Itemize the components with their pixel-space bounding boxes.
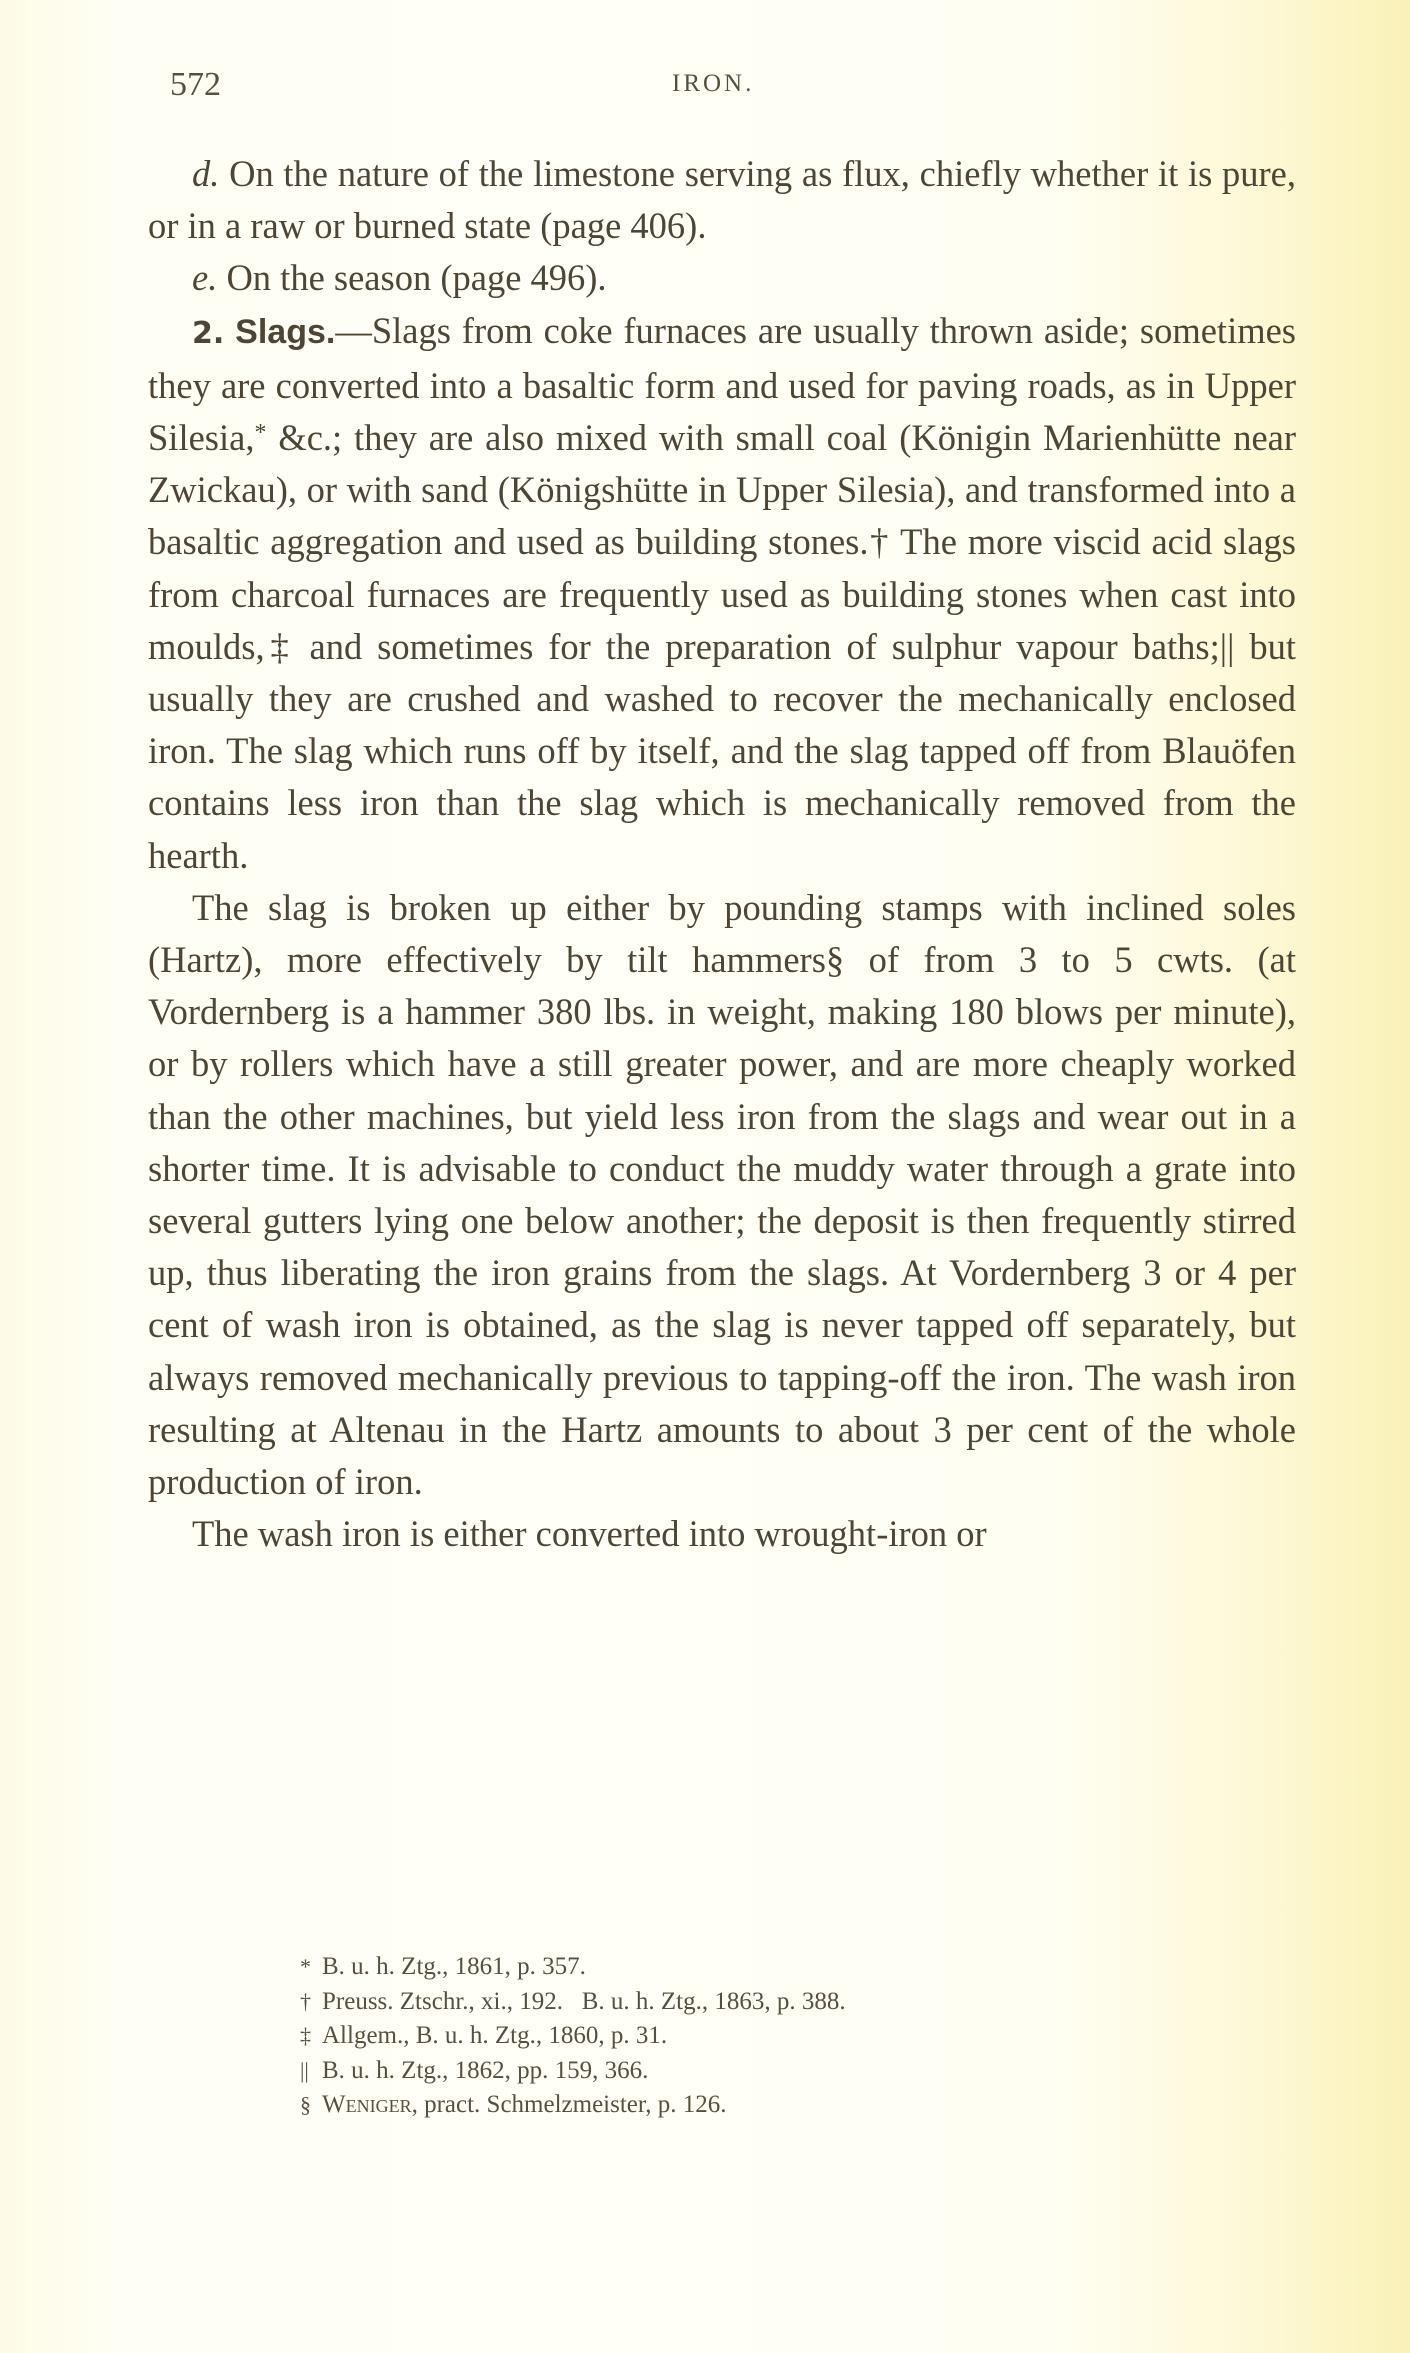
paragraph-text: of from 3 to 5 cwts. (at Vordernberg is a hammer 380 lbs. in weight, making 180 blows per minute), or by rollers which have a still greater power, and are more cheaply worked than the other machines, but yield less iron from the slags and wear out in a shorter time. It is advisable to conduct the muddy water through a grate into several gutters lying one below another; the deposit is then frequently stirred up, thus liberating the iron grains from the slags. At Vordernberg 3 or 4 per cent of wash iron is obtained, as the slag is never tapped off separately, but always removed mechanically previous to tapping-off the iron. The wash iron resulting at Altenau in the Hartz amounts to about 3 per cent of the whole production of iron. (148, 939, 1296, 1503)
footnote-text: Allgem., B. u. h. Ztg., 1860, p. 31. (322, 2022, 668, 2049)
paragraph-item-d (148, 148, 1296, 252)
body-text (148, 148, 1296, 1560)
footnote-text: , pract. Schmelzmeister, p. 126. (411, 2091, 727, 2118)
footnote-symbol: || (300, 2057, 309, 2083)
paragraph-text: &c.; they are also mixed with small coal (Königin Marienhütte near Zwickau), or with sand (Königshütte in Upper Silesia), and transformed into a basaltic aggregation and used as building stones. (148, 417, 1296, 563)
footnote-symbol: * (300, 1954, 311, 1979)
paragraph-text: but usually they are crushed and washed to recover the mechanically enclosed iron. The slag which runs off by itself, and the slag tapped off from Blauöfen contains less iron than the slag which is mechanically removed from the hearth. (148, 625, 1296, 876)
paragraph-text: —Slags from coke furnaces are usually thrown aside; sometimes they are converted into a basaltic form and used for paving roads, as in Upper Silesia, (148, 309, 1297, 459)
paragraph-text: The more viscid acid slags from charcoal furnaces are frequently used as building stones when cast into moulds, (148, 521, 1297, 667)
footnote-asterisk (300, 1950, 1200, 1985)
paragraph-text: On the nature of the limestone serving as flux, chiefly whether it is pure, or in a raw or burned state (page 406). (148, 153, 1296, 247)
footnote-symbol: † (300, 1988, 311, 2014)
footnote-dagger (300, 1985, 1200, 2020)
footnote-symbol: ‡ (300, 2023, 311, 2048)
footnote-ref-parallel[interactable]: || (1219, 625, 1235, 667)
page-number: 572 (170, 66, 221, 103)
paragraph-item-e (148, 252, 1296, 304)
footnote-ref-section[interactable]: § (825, 939, 845, 981)
footnote-ref-asterisk[interactable]: * (254, 420, 267, 447)
paragraph-text: The wash iron is either converted into wrought-iron or (192, 1513, 987, 1555)
footnotes (300, 1950, 1200, 2123)
section-heading: Slags. (235, 312, 336, 351)
footnote-parallel (300, 2054, 1200, 2089)
footnote-author: Weniger (322, 2091, 412, 2118)
footnote-text: B. u. h. Ztg., 1862, pp. 159, 366. (322, 2056, 649, 2084)
paragraph-wash-iron (148, 1508, 1296, 1560)
footnote-ref-dagger[interactable]: † (868, 521, 891, 563)
paragraph-text: and sometimes for the preparation of sulphur vapour baths; (294, 625, 1220, 667)
item-label: e. (192, 257, 218, 299)
footnote-symbol: § (300, 2092, 311, 2117)
section-number: 2. (192, 315, 225, 351)
running-title: IRON. (672, 70, 755, 97)
footnote-text: B. u. h. Ztg., 1861, p. 357. (322, 1953, 586, 1980)
running-head (170, 66, 1300, 116)
paragraph-slag-breaking (148, 882, 1296, 1508)
footnote-double-dagger (300, 2019, 1200, 2054)
paragraph-slags (148, 305, 1296, 882)
item-label: d. (192, 153, 220, 194)
footnote-section (300, 2088, 1200, 2123)
footnote-ref-double-dagger[interactable]: ‡ (264, 625, 295, 667)
paragraph-text: On the season (page 496). (217, 257, 607, 299)
footnote-text: Preuss. Ztschr., xi., 192. B. u. h. Ztg., 1863, p. 388. (322, 1987, 846, 2015)
paragraph-text: The slag is broken up either by pounding stamps with inclined soles (Hartz), more effectively by tilt hammers (148, 886, 1296, 981)
